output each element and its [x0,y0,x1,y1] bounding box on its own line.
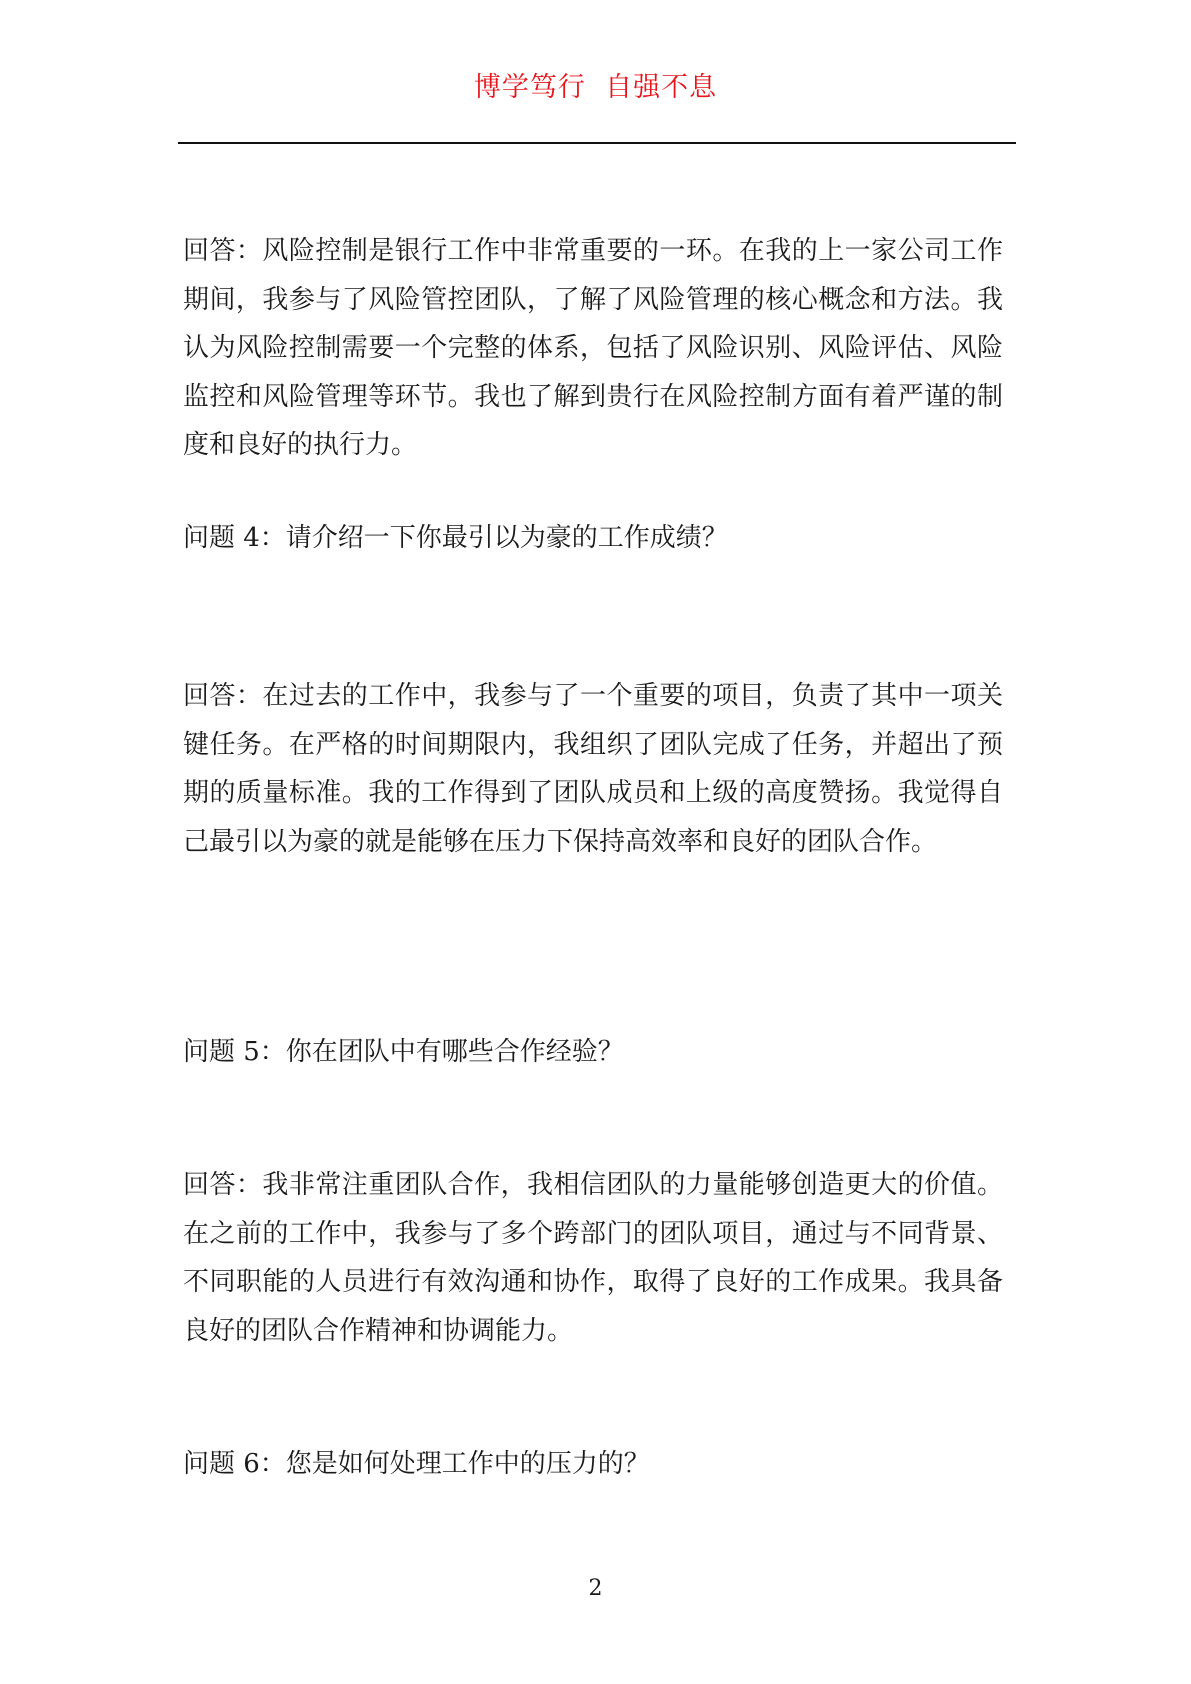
header-motto: 博学笃行 自强不息 [473,72,718,103]
question-5-heading: 问题 5：你在团队中有哪些合作经验？ [183,1037,624,1067]
question-6-heading: 问题 6：您是如何处理工作中的压力的？ [183,1449,650,1479]
question-4-heading: 问题 4：请介绍一下你最引以为豪的工作成绩？ [183,523,728,553]
header-divider [178,142,1016,144]
page-number: 2 [588,1576,603,1601]
answer-5-paragraph: 回答：我非常注重团队合作，我相信团队的力量能够创造更大的价值。在之前的工作中，我参与了多个跨部门的团队项目，通过与不同背景、不同职能的人员进行有效沟通和协作，取得了良好的工作成果。我具备良好的团队合作精神和协调能力。 [183,1170,1003,1346]
answer-3-paragraph: 回答：风险控制是银行工作中非常重要的一环。在我的上一家公司工作期间，我参与了风险管控团队，了解了风险管理的核心概念和方法。我认为风险控制需要一个完整的体系，包括了风险识别、风险评估、风险监控和风险管理等环节。我也了解到贵行在风险控制方面有着严谨的制度和良好的执行力。 [183,236,1003,460]
answer-4-paragraph: 回答：在过去的工作中，我参与了一个重要的项目，负责了其中一项关键任务。在严格的时间期限内，我组织了团队完成了任务，并超出了预期的质量标准。我的工作得到了团队成员和上级的高度赞扬。我觉得自己最引以为豪的就是能够在压力下保持高效率和良好的团队合作。 [183,681,1003,857]
